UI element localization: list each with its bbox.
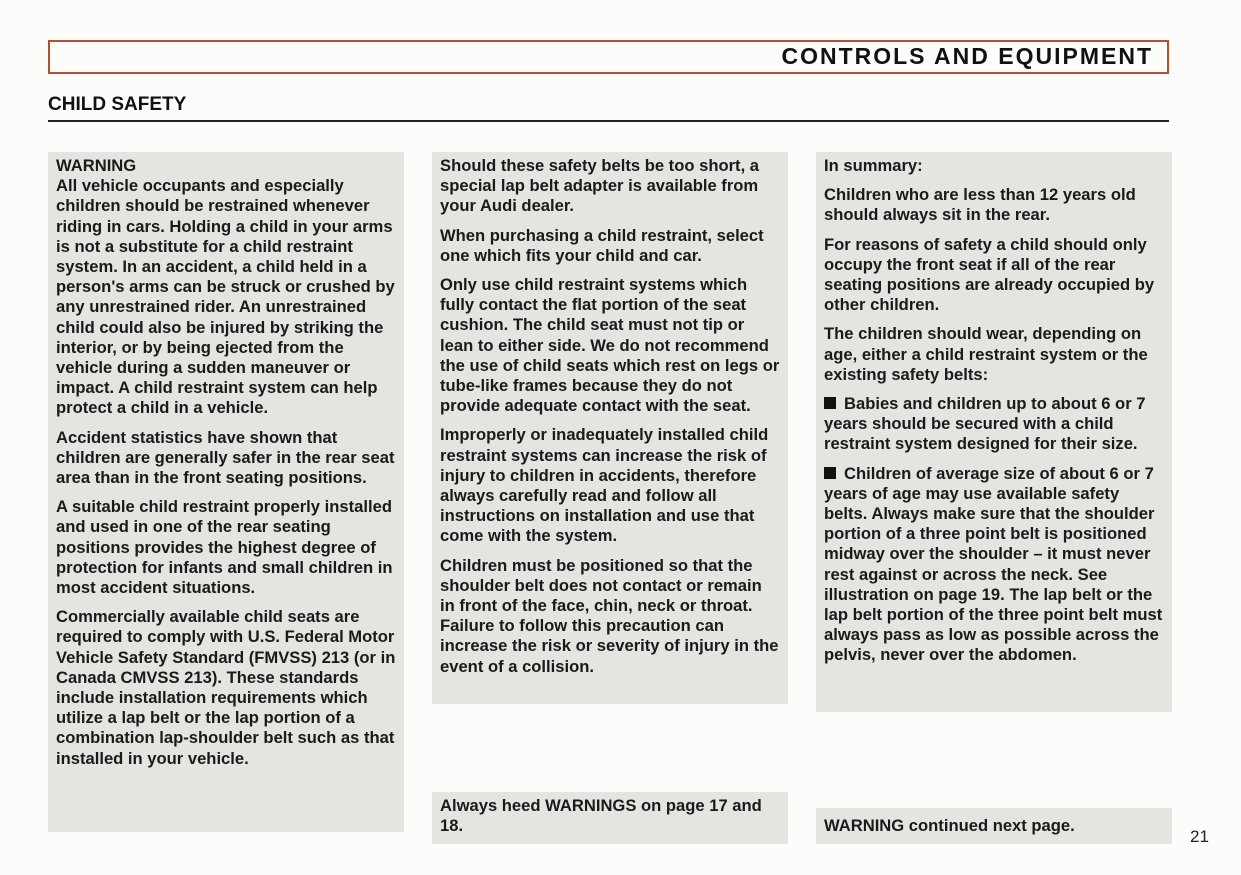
bullet-item (824, 464, 1164, 666)
bullet-text: Children of average size of about 6 or 7 years of age may use available safety belts. Always make sure that the shoulder portion of a three point belt is positioned midway over the shoulder – it must never rest against or across the neck. See illustration on page 19. The lap belt or the lap belt portion of the three point belt must always pass as low as possible across the pelvis, never over the abdomen. (824, 463, 1163, 665)
page-number: 21 (1190, 827, 1209, 846)
summary-label: In summary: (824, 156, 923, 175)
bullet-item (824, 394, 1164, 455)
continued-note: WARNING continued next page. (824, 816, 1075, 835)
square-bullet-icon (824, 467, 836, 479)
paragraph: Improperly or inadequately installed child restraint systems can increase the risk of injury to children in accidents, therefore always carefully read and follow all instructions on installation and use that come with the system. (440, 425, 769, 546)
section-title: CHILD SAFETY (48, 94, 187, 115)
paragraph: Children must be positioned so that the shoulder belt does not contact or remain in front of the face, chin, neck or throat. Failure to follow this precaution can increase the risk or severity of injury in the event of a collision. (440, 555, 779, 676)
paragraph: Accident statistics have shown that children are generally safer in the rear seat area than in the front seating positions. (56, 427, 395, 488)
warnings-reference-box (432, 792, 788, 844)
warning-box-column-3 (816, 152, 1172, 712)
paragraph: Should these safety belts be too short, a special lap belt adapter is available from your Audi dealer. (440, 156, 760, 216)
paragraph: When purchasing a child restraint, select one which fits your child and car. (440, 225, 764, 265)
warning-label: WARNING (56, 156, 137, 175)
warnings-reference-note: Always heed WARNINGS on page 17 and 18. (440, 796, 762, 836)
paragraph: Children who are less than 12 years old should always sit in the rear. (824, 185, 1136, 225)
chapter-title: CONTROLS AND EQUIPMENT (781, 43, 1153, 69)
warning-box-column-1 (48, 152, 404, 832)
paragraph: For reasons of safety a child should only occupy the front seat if all of the rear seating positions are already occupied by other children. (824, 234, 1155, 315)
paragraph: Only use child restraint systems which fully contact the flat portion of the seat cushion. The child seat must not tip or lean to either side. We do not recommend the use of child seats which rest on legs or tube-like frames because they do not provide adequate contact with the seat. (440, 275, 780, 416)
paragraph: Commercially available child seats are required to comply with U.S. Federal Motor Vehicle Safety Standard (FMVSS) 213 (or in Canada CMVSS 213). These standards include installation requirements which utilize a lap belt or the lap portion of a combination lap-shoulder belt such as that installed in your vehicle. (56, 607, 396, 768)
paragraph: The children should wear, depending on age, either a child restraint system or the existing safety belts: (824, 324, 1148, 384)
bullet-text: Babies and children up to about 6 or 7 years should be secured with a child restraint system designed for their size. (824, 394, 1146, 454)
square-bullet-icon (824, 397, 836, 409)
paragraph: All vehicle occupants and especially children should be restrained whenever riding in cars. Holding a child in your arms is not a substitute for a child restraint system. In an accident, a child held in a person's arms can be struck or crushed by any unrestrained rider. An unrestrained child could also be injured by striking the interior, or by being ejected from the vehicle during a sudden maneuver or impact. A child restraint system can help protect a child in a vehicle. (56, 176, 395, 418)
section-divider (48, 120, 1169, 122)
warning-box-column-2 (432, 152, 788, 704)
paragraph: A suitable child restraint properly installed and used in one of the rear seating positions provides the highest degree of protection for infants and small children in most accident situations. (56, 497, 393, 598)
continued-box (816, 808, 1172, 844)
chapter-header (48, 40, 1169, 74)
